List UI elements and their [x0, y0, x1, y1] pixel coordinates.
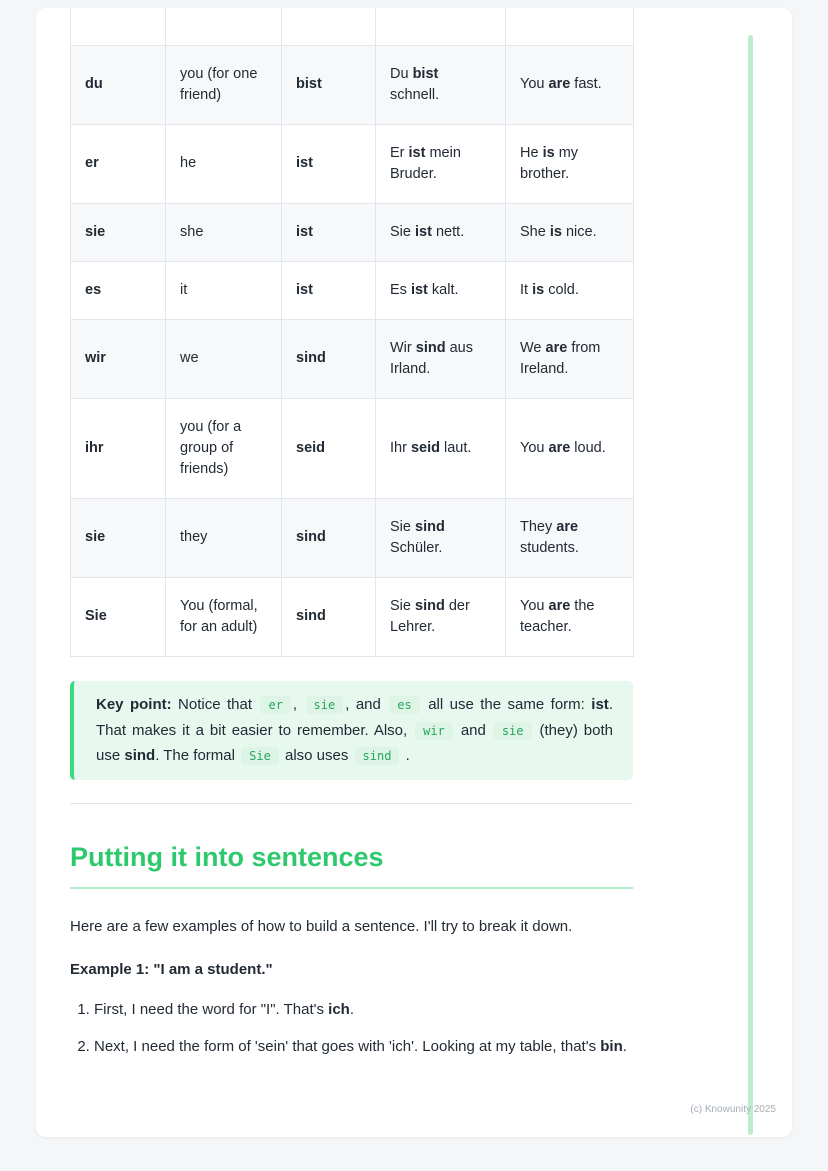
meaning-cell: we	[166, 319, 282, 398]
steps-list	[70, 998, 633, 1059]
key-point-callout	[70, 681, 633, 780]
code-chip-es: es	[389, 696, 419, 714]
meaning-cell: you (for a group of friends)	[166, 398, 282, 498]
table-row	[71, 45, 634, 124]
german-example-cell: Sie sind Schüler.	[376, 498, 506, 577]
form-cell: sind	[282, 498, 376, 577]
form-cell: ist	[282, 124, 376, 203]
meaning-cell: you (for one friend)	[166, 45, 282, 124]
document-content	[36, 8, 792, 1059]
form-cell: sind	[282, 577, 376, 656]
table-row	[71, 124, 634, 203]
pronoun-cell: Sie	[71, 577, 166, 656]
form-cell: seid	[282, 398, 376, 498]
form-cell: ist	[282, 203, 376, 261]
code-chip-sie: sie	[306, 696, 344, 714]
english-example-cell: She is nice.	[506, 203, 634, 261]
conjugation-table	[70, 8, 634, 657]
code-chip-wir: wir	[415, 722, 453, 740]
section-heading: Putting it into sentences	[70, 842, 633, 889]
german-example-cell: Sie ist nett.	[376, 203, 506, 261]
meaning-cell: she	[166, 203, 282, 261]
pronoun-cell: er	[71, 124, 166, 203]
form-cell: ist	[282, 261, 376, 319]
table-row	[71, 577, 634, 656]
step-item: 2. Next, I need the form of 'sein' that goes with 'ich'. Looking at my table, that's bin.	[94, 1035, 633, 1059]
scroll-indicator-bar[interactable]	[748, 35, 753, 1135]
english-example-cell: We are from Ireland.	[506, 319, 634, 398]
pronoun-cell: sie	[71, 498, 166, 577]
table-row	[71, 319, 634, 398]
section-divider	[70, 803, 633, 804]
meaning-cell: he	[166, 124, 282, 203]
table-row	[71, 498, 634, 577]
form-cell: sind	[282, 319, 376, 398]
example-label: Example 1: "I am a student."	[70, 961, 273, 979]
code-chip-sie-they: sie	[494, 722, 532, 740]
table-row	[71, 203, 634, 261]
english-example-cell: They are students.	[506, 498, 634, 577]
code-chip-sie-formal: Sie	[241, 747, 279, 765]
german-example-cell: Es ist kalt.	[376, 261, 506, 319]
english-example-cell: You are the teacher.	[506, 577, 634, 656]
english-example-cell: He is my brother.	[506, 124, 634, 203]
meaning-cell: it	[166, 261, 282, 319]
table-row-partial	[71, 8, 634, 45]
english-example-cell: You are fast.	[506, 45, 634, 124]
code-chip-er: er	[260, 696, 290, 714]
pronoun-cell: wir	[71, 319, 166, 398]
german-example-cell: Ihr seid laut.	[376, 398, 506, 498]
intro-paragraph: Here are a few examples of how to build a sentence. I'll try to break it down.	[70, 918, 573, 936]
form-cell: bist	[282, 45, 376, 124]
english-example-cell: You are loud.	[506, 398, 634, 498]
step-item: 1. First, I need the word for "I". That's ich.	[94, 998, 633, 1022]
german-example-cell: Wir sind aus Irland.	[376, 319, 506, 398]
pronoun-cell: sie	[71, 203, 166, 261]
pronoun-cell: ihr	[71, 398, 166, 498]
copyright-text: (c) Knowunity 2025	[690, 1104, 776, 1115]
key-point-text: Key point: Notice that er , sie , and es all use the same form: ist. That makes it a bit easier to remember. Also, wir and sie (they) both use sind. The formal Sie also uses sind .	[96, 695, 613, 765]
document-card	[36, 8, 792, 1137]
german-example-cell: Er ist mein Bruder.	[376, 124, 506, 203]
meaning-cell: they	[166, 498, 282, 577]
table-row	[71, 398, 634, 498]
german-example-cell: Sie sind der Lehrer.	[376, 577, 506, 656]
german-example-cell: Du bist schnell.	[376, 45, 506, 124]
table-row	[71, 261, 634, 319]
pronoun-cell: du	[71, 45, 166, 124]
pronoun-cell: es	[71, 261, 166, 319]
code-chip-sind: sind	[355, 747, 400, 765]
meaning-cell: You (formal, for an adult)	[166, 577, 282, 656]
english-example-cell: It is cold.	[506, 261, 634, 319]
